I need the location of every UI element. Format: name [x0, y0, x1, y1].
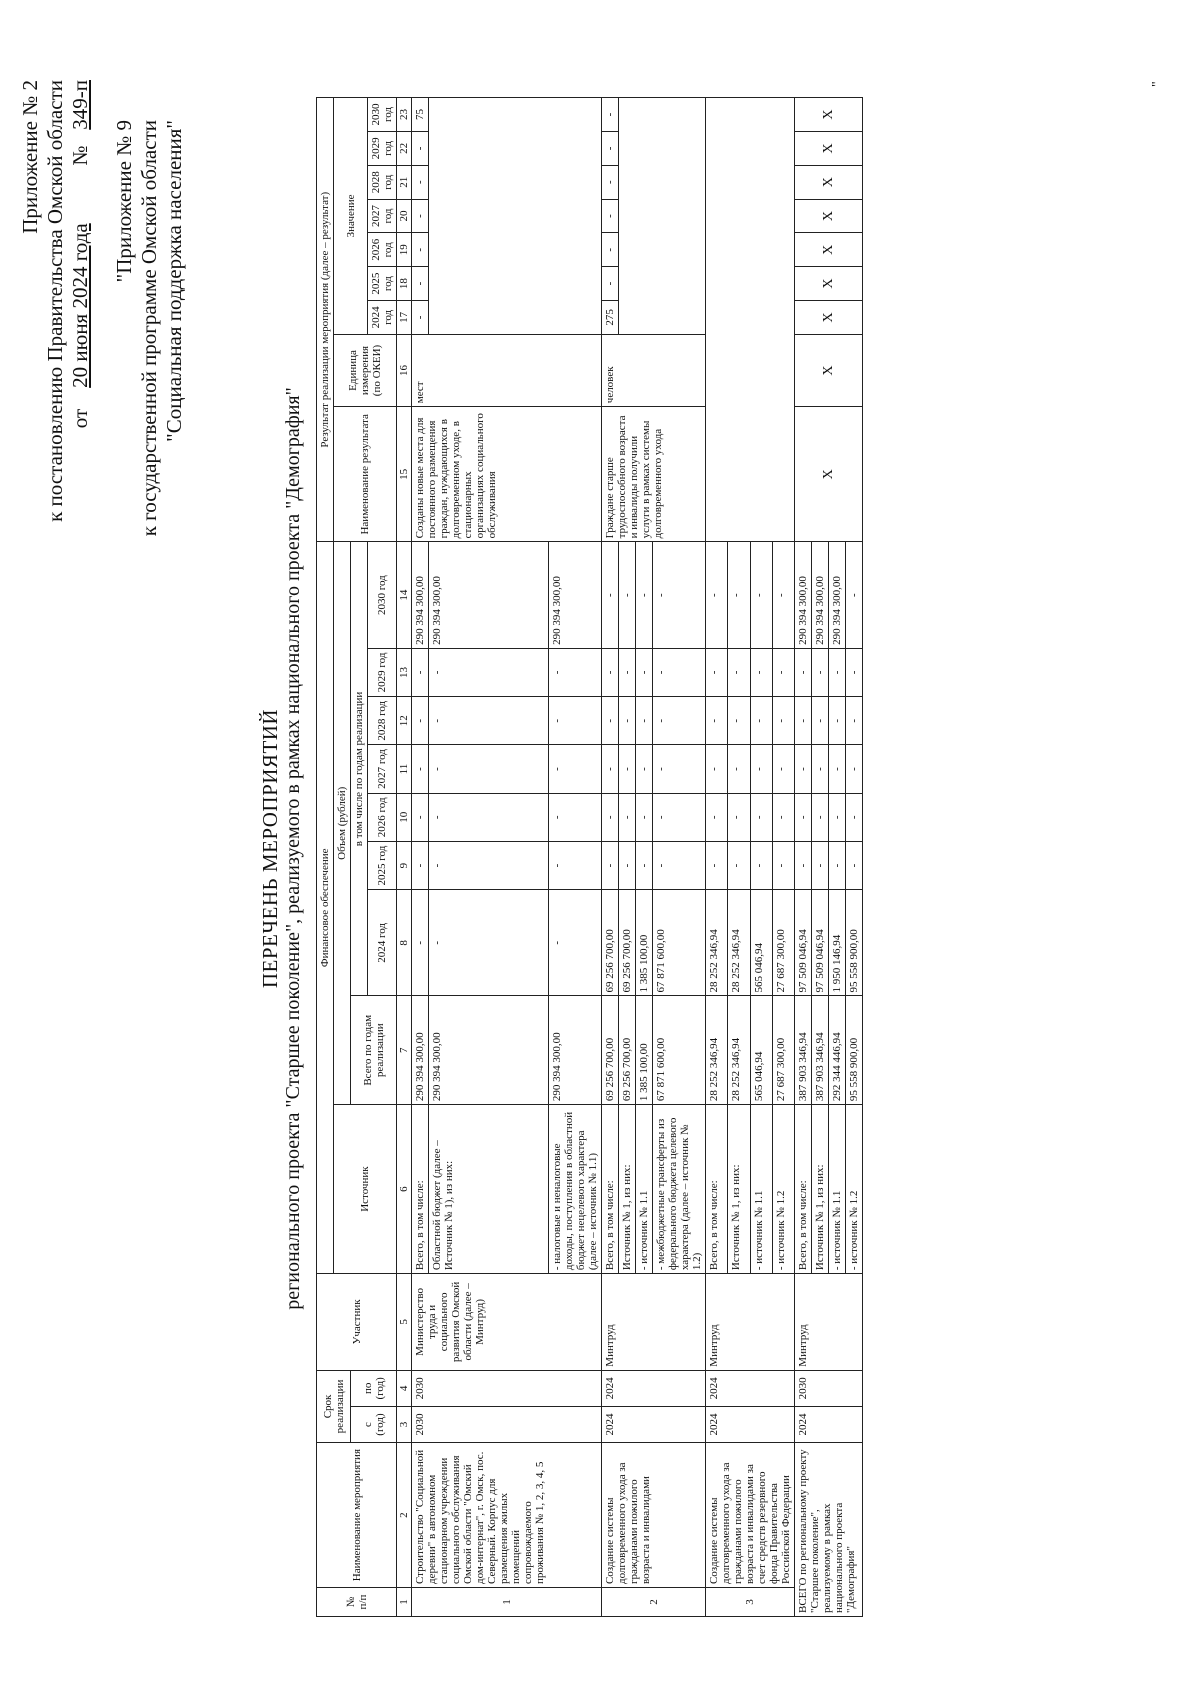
period-from: 2024: [795, 1406, 863, 1442]
source: - налоговые и неналоговые доходы, поступления в областной бюджет нецелевого характера (далее – источник № 1.1): [549, 1105, 602, 1274]
page-title: ПЕРЕЧЕНЬ МЕРОПРИЯТИЙ: [258, 708, 282, 989]
col-header-value-year: 2026 год: [368, 233, 397, 267]
col-header-value-year: 2025 год: [368, 267, 397, 301]
period-from: 2024: [602, 1406, 706, 1442]
col-header-num: № п/п: [317, 1588, 397, 1617]
activity-name: Создание системы долговременного ухода за гражданами пожилого возраста и инвалидами за счет средств резервного фонда Правительства Российской Федерации: [706, 1443, 795, 1588]
resolution-caption: к постановлению Правительства Омской области: [43, 80, 67, 522]
table-row: - налоговые и неналоговые доходы, поступления в областной бюджет нецелевого характера (далее – источник № 1.1) 290 394 300,00 - - - - - - 290 394 300,00: [549, 98, 602, 1617]
row-number: 3: [706, 1588, 795, 1617]
x-mark: Х: [795, 334, 863, 406]
col-header-result-group: Результат реализации мероприятия (далее – результат): [317, 98, 334, 542]
table-total-row: - источник № 1.2 95 558 900,00 95 558 900,00 - - - - - -: [846, 98, 863, 1617]
col-header-period: Срок реализации: [317, 1370, 351, 1442]
table-total-row: - источник № 1.1 292 344 446,94 1 950 146,94 - - - - - 290 394 300,00: [829, 98, 846, 1617]
col-header-year: 2024 год: [368, 890, 397, 996]
source: - источник № 1.1: [829, 1105, 846, 1274]
source: - источник № 1.1: [750, 1105, 772, 1274]
resolution-date: 20 июня 2024 года: [68, 223, 92, 388]
x-mark: Х: [795, 132, 863, 166]
source: Источник № 1, из них:: [812, 1105, 829, 1274]
col-header-value: Значение: [334, 98, 368, 335]
row-number: 2: [602, 1588, 706, 1617]
col-header-participant: Участник: [317, 1274, 397, 1371]
resolution-header: [18, 80, 93, 640]
page-subtitle: регионального проекта "Старшее поколение", реализуемого в рамках национального проекта "Демография": [282, 387, 304, 1310]
period-from: 2030: [412, 1406, 602, 1442]
col-header-year: 2028 год: [368, 697, 397, 745]
table-row: - источник № 1.1 565 046,94 565 046,94 - - - - - -: [750, 98, 772, 1617]
col-header-year: 2030 год: [368, 542, 397, 648]
col-header-year: 2025 год: [368, 841, 397, 889]
table-row: - межбюджетные трансферты из федерального бюджета целевого характера (далее – источник № 1.2) 67 871 600,00 67 871 600,00 - - - - - -: [653, 98, 706, 1617]
col-header-year: 2029 год: [368, 648, 397, 696]
appendix-number: Приложение № 2: [18, 80, 42, 234]
table-row: 1 Строительство "Социальной деревни" в автономном стационарном учреждении социального обслуживания Омской области "Омский дом-интернат", г. Омск, пос. Северный. Корпус для размещения жилых помещений сопровождаемого проживания № 1, 2, 3, 4, 5 2030 2030 Министерство труда и социального развития Омской области (далее – Минтруд) Всего, в том числе: 290 394 300,00 - - - - - - 290 394 300,00 Созданы новые места для постоянного размещения граждан, нуждающихся в долговременном уходе, в стационарных организациях социального обслуживания мест - - - - - - 75: [412, 98, 429, 1617]
result-name: Граждане старше трудоспособного возраста и инвалиды получили услуги в рамках системы долговременного ухода: [602, 407, 706, 542]
participant: Министерство труда и социального развития Омской области (далее – Минтруд): [412, 1274, 602, 1371]
x-mark: Х: [795, 267, 863, 301]
col-header-value-year: 2027 год: [368, 199, 397, 233]
table-row: 3 Создание системы долговременного ухода за гражданами пожилого возраста и инвалидами за счет средств резервного фонда Правительства Российской Федерации 2024 2024 Минтруд Всего, в том числе: 28 252 346,94 28 252 346,94 - - - - - -: [706, 98, 728, 1617]
col-header-by-year: в том числе по годам реализации: [351, 542, 368, 996]
col-header-finance: Финансовое обеспечение: [317, 542, 334, 1274]
source: Всего, в том числе:: [706, 1105, 728, 1274]
col-header-from: с (год): [351, 1406, 397, 1442]
col-header-value-year: 2030 год: [368, 98, 397, 132]
source: Всего, в том числе:: [412, 1105, 429, 1274]
source: - межбюджетные трансферты из федерального бюджета целевого характера (далее – источник № 1.2): [653, 1105, 706, 1274]
period-to: 2030: [795, 1370, 863, 1406]
amount-total: 290 394 300,00: [412, 996, 429, 1105]
col-header-value-year: 2024 год: [368, 300, 397, 334]
activity-name: Создание системы долговременного ухода за гражданами пожилого возраста и инвалидами: [602, 1443, 706, 1588]
participant: Минтруд: [795, 1274, 863, 1371]
activity-name: Строительство "Социальной деревни" в автономном стационарном учреждении социального обслуживания Омской области "Омский дом-интернат", г. Омск, пос. Северный. Корпус для размещения жилых помещений сопровождаемого проживания № 1, 2, 3, 4, 5: [412, 1443, 602, 1588]
col-header-to: по (год): [351, 1370, 397, 1406]
col-header-value-year: 2028 год: [368, 165, 397, 199]
col-header-total: Всего по годам реализации: [351, 996, 397, 1105]
col-header-unit: Единица измерения (по ОКЕИ): [334, 334, 397, 406]
closing-quote-mark: ": [1150, 81, 1165, 87]
table-total-row: ВСЕГО по региональному проекту "Старшее поколение", реализуемому в рамках национального проекта "Демография" 2024 2030 Минтруд Всего, в том числе: 387 903 346,94 97 509 046,94 - - - - - 290 394 300,00 Х Х Х Х Х Х Х Х Х: [795, 98, 812, 1617]
source: - источник № 1.2: [772, 1105, 794, 1274]
source: Областной бюджет (далее – Источник № 1), из них:: [429, 1105, 549, 1274]
col-header-source: Источник: [334, 1105, 397, 1274]
x-mark: Х: [795, 233, 863, 267]
participant: Минтруд: [602, 1274, 706, 1371]
x-mark: Х: [795, 407, 863, 542]
table-row: Источник № 1, из них: 69 256 700,00 69 256 700,00 - - - - - -: [619, 98, 636, 1617]
source: Источник № 1, из них:: [619, 1105, 636, 1274]
source: Всего, в том числе:: [602, 1105, 619, 1274]
row-number: 1: [412, 1588, 602, 1617]
table-row: Источник № 1, из них: 28 252 346,94 28 252 346,94 - - - - - -: [728, 98, 750, 1617]
activities-table: [316, 97, 863, 1617]
col-header-year: 2026 год: [368, 793, 397, 841]
col-header-result-name: Наименование результата: [334, 407, 397, 542]
x-mark: Х: [795, 199, 863, 233]
col-header-year: 2027 год: [368, 745, 397, 793]
source: Источник № 1, из них:: [728, 1105, 750, 1274]
source: Всего, в том числе:: [795, 1105, 812, 1274]
result-unit: мест: [412, 334, 602, 406]
col-header-name: Наименование мероприятия: [317, 1443, 397, 1588]
result-unit: человек: [602, 334, 706, 406]
period-to: 2030: [412, 1370, 602, 1406]
x-mark: Х: [795, 165, 863, 199]
table-row: 2 Создание системы долговременного ухода за гражданами пожилого возраста и инвалидами 2024 2024 Минтруд Всего, в том числе: 69 256 700,00 69 256 700,00 - - - - - - Граждане старше трудоспособного возраста и инвалиды получили услуги в рамках системы долговременного ухода человек 275 - - - - - -: [602, 98, 619, 1617]
column-number-row: 1 2 3 4 5 6 7 8 9 10 11 12 13 14 15 16 17 18 19 20 21 22 23: [397, 98, 412, 1617]
col-header-value-year: 2029 год: [368, 132, 397, 166]
period-to: 2024: [602, 1370, 706, 1406]
participant: Минтруд: [706, 1274, 795, 1371]
total-name: ВСЕГО по региональному проекту "Старшее поколение", реализуемому в рамках национального проекта "Демография": [795, 1443, 863, 1617]
x-mark: Х: [795, 300, 863, 334]
period-to: 2024: [706, 1370, 795, 1406]
table-row: Областной бюджет (далее – Источник № 1), из них: 290 394 300,00 - - - - - - 290 394 300,00: [429, 98, 549, 1617]
resolution-number: 349-п: [68, 80, 92, 130]
source: - источник № 1.1: [636, 1105, 653, 1274]
source: - источник № 1.2: [846, 1105, 863, 1274]
x-mark: Х: [795, 98, 863, 132]
col-header-volume: Объем (рублей): [334, 542, 351, 1105]
period-from: 2024: [706, 1406, 795, 1442]
table-row: - источник № 1.1 1 385 100,00 1 385 100,00 - - - - - -: [636, 98, 653, 1617]
table-row: - источник № 1.2 27 687 300,00 27 687 300,00 - - - - - -: [772, 98, 794, 1617]
table-total-row: Источник № 1, из них: 387 903 346,94 97 509 046,94 - - - - - 290 394 300,00: [812, 98, 829, 1617]
program-appendix-header: "Приложение № 9 к государственной программе Омской области "Социальная поддержка населения": [112, 120, 186, 537]
result-name: Созданы новые места для постоянного размещения граждан, нуждающихся в долговременном уходе, в стационарных организациях социального обслуживания: [412, 407, 602, 542]
resolution-date-line: от 20 июня 2024 года № 349-п: [68, 80, 92, 429]
